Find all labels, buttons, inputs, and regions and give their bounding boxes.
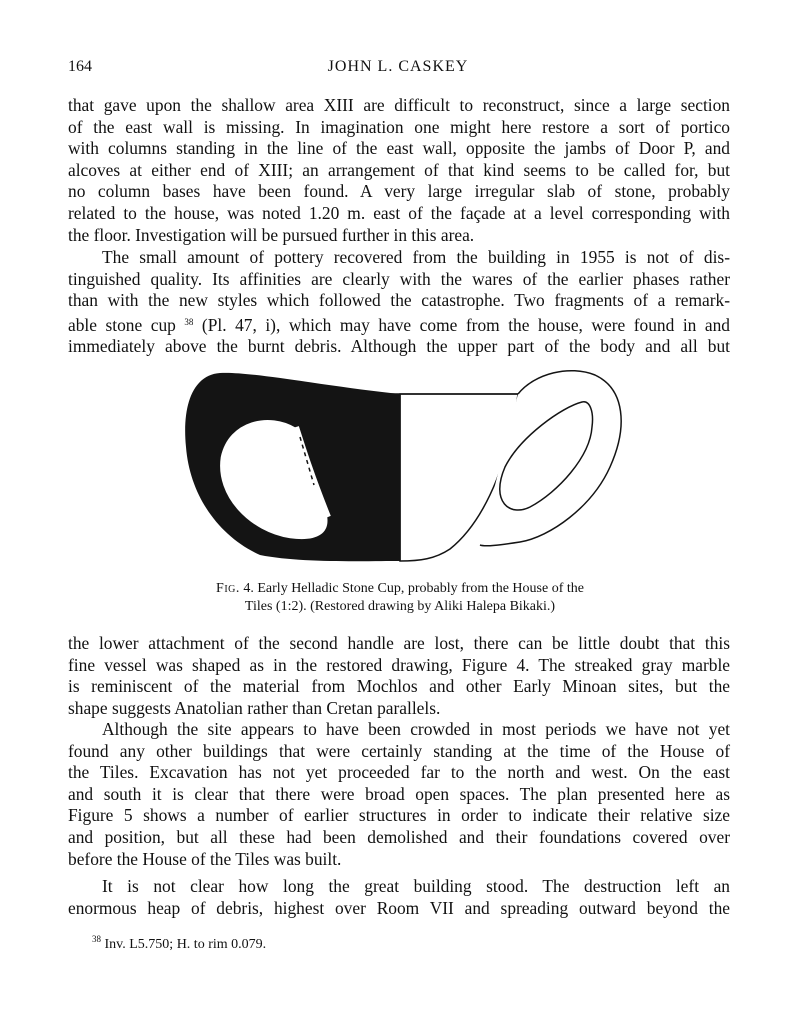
figure-stone-cup [180,367,632,567]
text-line: the Tiles. Excavation has not yet proceeded far to the north and west. On the east [68,762,730,783]
paragraph-3 [68,633,730,719]
paragraph-1 [68,95,730,246]
footnote-text: Inv. L5.750; H. to rim 0.079. [101,937,267,952]
text-line: immediately above the burnt debris. Although the upper part of the body and all but [68,336,730,357]
text-line: Figure 5 shows a number of earlier structures in order to indicate their relative size [68,805,730,826]
caption-line [100,580,700,598]
text-line: of the east wall is missing. In imagination one might here restore a sort of portico [68,116,730,137]
footnote-marker: 38 [184,316,194,327]
text-line: and position, but all these had been demolished and their foundations covered over [68,826,730,847]
text-line: the lower attachment of the second handle are lost, there can be little doubt that this [68,633,730,653]
page-number: 164 [68,58,92,75]
stone-cup-drawing [180,367,632,567]
text-line: and south it is clear that there were broad open spaces. The plan presented here as [68,783,730,804]
text-line: alcoves at either end of XIII; an arrangement of that kind seems to be called for, but [68,159,730,180]
text-line: that gave upon the shallow area XIII are difficult to reconstruct, since a large section [68,95,730,115]
page-header [68,58,728,82]
text-line: with columns standing in the line of the east wall, opposite the jambs of Door P, and [68,138,730,159]
text-line: related to the house, was noted 1.20 m. east of the façade at a level corresponding with [68,202,730,223]
text-fragment: able stone cup [68,314,176,335]
text-line: It is not clear how long the great building stood. The destruction left an [102,876,730,896]
figure-label: Fig. [216,581,240,596]
text-line: than with the new styles which followed the catastrophe. Two fragments of a remark- [68,290,730,311]
footnote-number: 38 [92,934,101,944]
paragraph-5 [68,876,730,919]
figure-caption [100,580,700,616]
text-line: enormous heap of debris, highest over Room VII and spreading outward beyond the [68,897,730,918]
caption-text: 4. Early Helladic Stone Cup, probably from the House of the [239,581,584,596]
text-line: shape suggests Anatolian rather than Cretan parallels. [68,697,441,718]
paragraph-2 [68,247,730,358]
text-line: fine vessel was shaped as in the restored drawing, Figure 4. The streaked gray marble [68,654,730,675]
text-fragment: (Pl. 47, i), which may have come from the house, were found in and [193,314,730,335]
text-line: the floor. Investigation will be pursued further in this area. [68,224,475,245]
text-line: tinguished quality. Its affinities are clearly with the wares of the earlier phases rather [68,268,730,289]
text-line: is reminiscent of the material from Mochlos and other Early Minoan sites, but the [68,676,730,697]
footnote [92,934,266,953]
text-line: no column bases have been found. A very large irregular slab of stone, probably [68,181,730,202]
paragraph-4 [68,719,730,870]
caption-line: Tiles (1:2). (Restored drawing by Aliki Halepa Bikaki.) [244,599,556,614]
text-line: Although the site appears to have been crowded in most periods we have not yet [102,719,730,739]
running-head: JOHN L. CASKEY [327,58,469,75]
text-line: found any other buildings that were certainly standing at the time of the House of [68,740,730,761]
text-line-with-footnote [68,312,730,337]
text-line: before the House of the Tiles was built. [68,848,342,869]
text-line: The small amount of pottery recovered from the building in 1955 is not of dis- [102,247,730,267]
